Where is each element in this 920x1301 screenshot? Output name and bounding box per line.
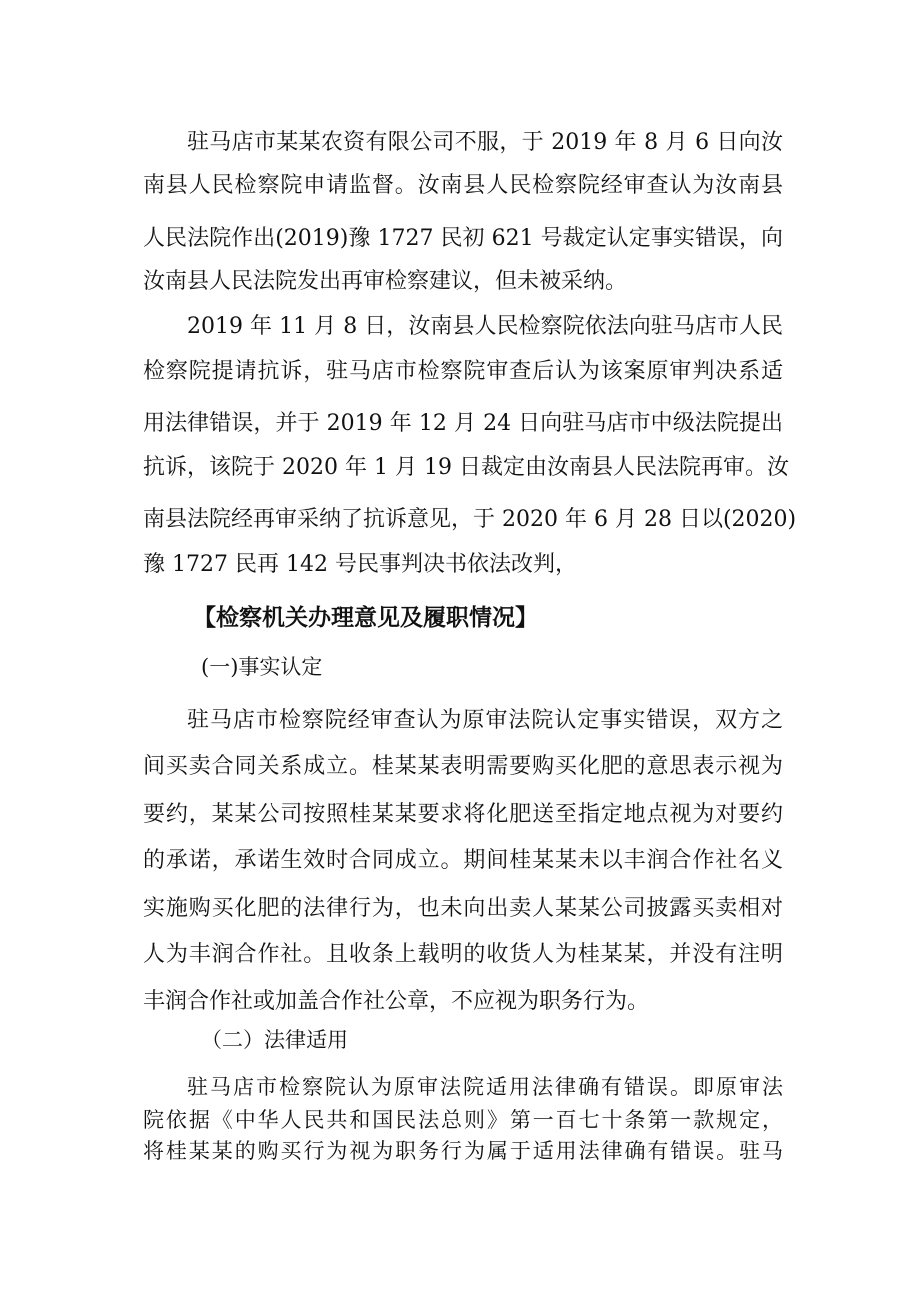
paragraph-1-line-3: 人民法院作出(2019)豫 1727 民初 621 号裁定认定事实错误，向	[143, 226, 783, 251]
paragraph-2-line-5: 南县法院经再审采纳了抗诉意见，于 2020 年 6 月 28 日以(2020)	[143, 507, 797, 532]
paragraph-1-line-1: 驻马店市某某农资有限公司不服，于 2019 年 8 月 6 日向汝	[187, 130, 783, 155]
paragraph-4-line-3: 将桂某某的购买行为视为职务行为属于适用法律确有错误。驻马	[143, 1139, 783, 1163]
paragraph-3-line-7: 丰润合作社或加盖合作社公章，不应视为职务行为。	[143, 989, 650, 1014]
paragraph-3-line-6: 人为丰润合作社。且收条上载明的收货人为桂某某，并没有注明	[143, 942, 783, 967]
section-heading: 【检察机关办理意见及履职情况】	[193, 605, 538, 631]
paragraph-3-line-2: 间买卖合同关系成立。桂某某表明需要购买化肥的意思表示视为	[143, 754, 783, 779]
paragraph-2-line-1: 2019 年 11 月 8 日，汝南县人民检察院依法向驻马店市人民	[187, 314, 783, 339]
paragraph-2-line-3: 用法律错误，并于 2019 年 12 月 24 日向驻马店市中级法院提出	[143, 411, 783, 436]
paragraph-2-line-2: 检察院提请抗诉，驻马店市检察院审查后认为该案原审判决系适	[143, 359, 783, 384]
paragraph-1-line-2: 南县人民检察院申请监督。汝南县人民检察院经审查认为汝南县	[143, 173, 783, 198]
paragraph-3-line-4: 的承诺，承诺生效时合同成立。期间桂某某未以丰润合作社名义	[143, 848, 783, 873]
paragraph-4-line-1: 驻马店市检察院认为原审法院适用法律确有错误。即原审法	[187, 1075, 783, 1099]
subsection-law-application: （二）法律适用	[201, 1028, 348, 1052]
paragraph-2-line-6: 豫 1727 民再 142 号民事判决书依法改判，	[143, 552, 577, 577]
paragraph-2-line-4: 抗诉，该院于 2020 年 1 月 19 日裁定由汝南县人民法院再审。汝	[143, 455, 789, 480]
subsection-fact-finding: (一)事实认定	[201, 655, 323, 679]
paragraph-3-line-5: 实施购买化肥的法律行为，也未向出卖人某某公司披露买卖相对	[143, 896, 783, 921]
paragraph-4-line-2: 院依据《中华人民共和国民法总则》第一百七十条第一款规定，	[143, 1108, 783, 1132]
paragraph-3-line-1: 驻马店市检察院经审查认为原审法院认定事实错误，双方之	[187, 708, 783, 733]
paragraph-1-line-4: 汝南县人民法院发出再审检察建议，但未被采纳。	[143, 269, 628, 294]
paragraph-3-line-3: 要约，某某公司按照桂某某要求将化肥送至指定地点视为对要约	[143, 802, 783, 827]
